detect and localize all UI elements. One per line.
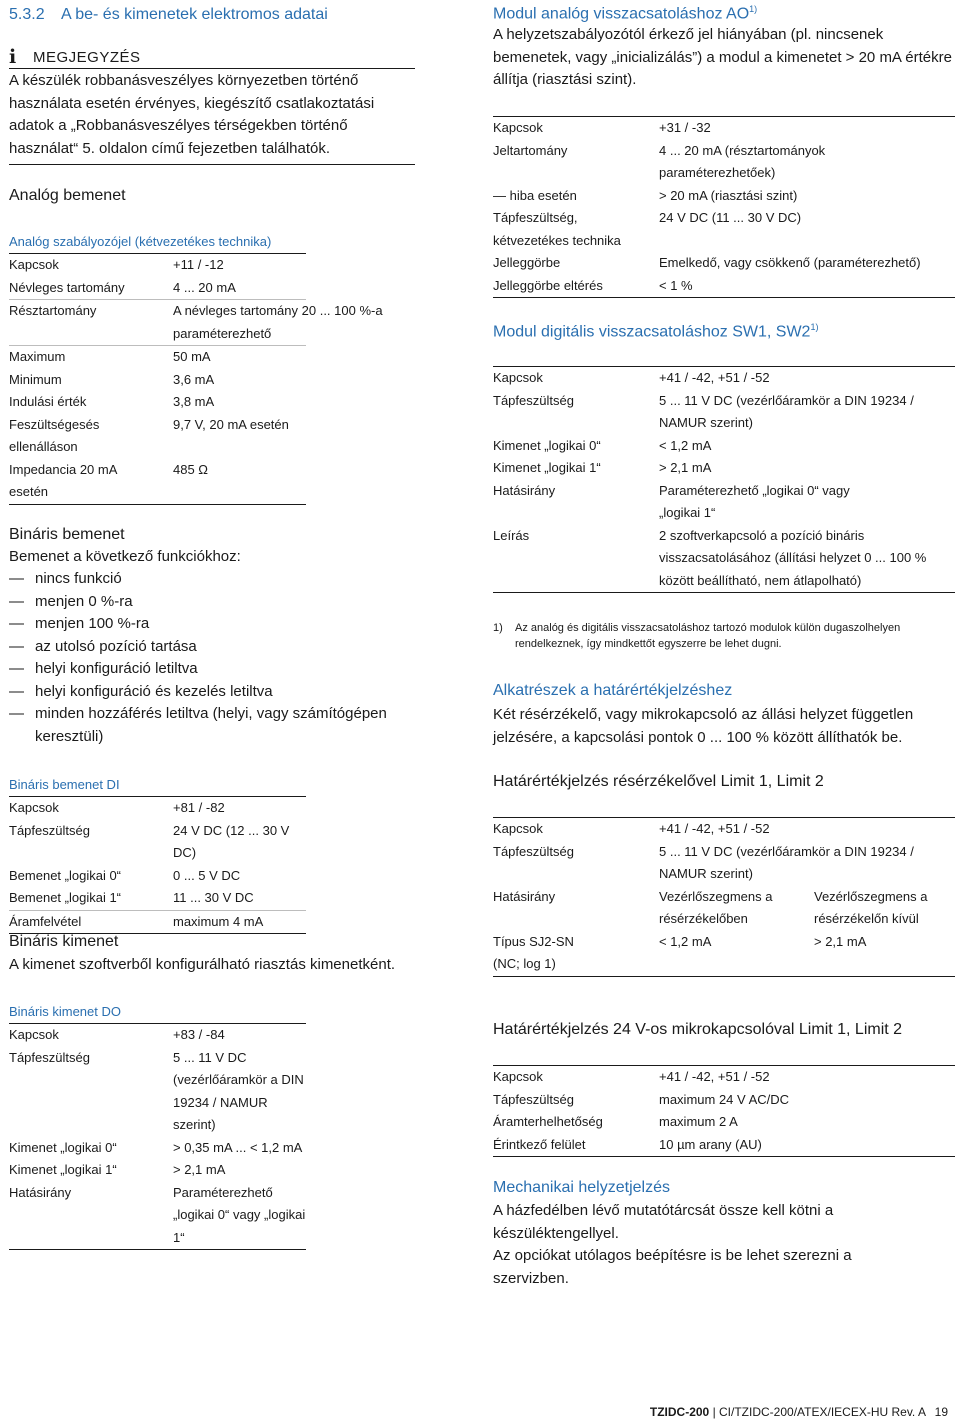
limit-parts-heading: Alkatrészek a határértékjelzéshez (493, 682, 733, 699)
analog-input-table (9, 231, 383, 505)
table-row: Jeltartomány 4 ... 20 mA (résztartományok paraméterezhetőek) (493, 142, 826, 180)
analog-input-heading: Analóg bemenet (9, 187, 126, 204)
table-row: Tápfeszültség maximum 24 V AC/DC (493, 1091, 790, 1107)
table-row: Érintkező felület 10 µm arany (AU) (493, 1136, 762, 1152)
table-row: Kapcsok +83 / -84 (9, 1027, 225, 1042)
mechanical-heading: Mechanikai helyzetjelzés (493, 1179, 670, 1196)
note-text: A készülék robbanásveszélyes környezetben történő használata esetén érvényes, kiegészítő csatlakoztatási adatok a „Robbanásveszélyes térségekben történő használat“ 5. oldalon című fejezetben találhatók. (9, 72, 375, 157)
binary-output-heading: Bináris kimenet (9, 933, 119, 950)
table-row: Kapcsok +41 / -42, +51 / -52 (493, 821, 770, 836)
binary-input-di-rows (9, 797, 306, 934)
table-row: Bemenet „logikai 0“ 0 ... 5 V DC (9, 867, 241, 883)
limit-switch-heading: Határértékjelzés 24 V-os mikrokapcsolóval Limit 1, Limit 2 (493, 1021, 903, 1038)
table-row: Hatásirány Paraméterezhető „logikai 0“ vagy „logikai 1“ (9, 1184, 306, 1245)
sw-module-table (493, 366, 955, 593)
table-row: Hatásirány Paraméterezhető „logikai 0“ vagy „logikai 1“ (493, 482, 850, 520)
mechanical-text-1: A házfedélben lévő mutatótárcsát össze kell kötni a készüléktengellyel. (493, 1202, 834, 1242)
binary-input-heading: Bináris bemenet (9, 526, 125, 543)
footer-ref: CI/TZIDC-200/ATEX/IECEX-HU Rev. A (719, 1405, 926, 1419)
table-row: Maximum 50 mA (9, 349, 211, 364)
list-item: — menjen 100 %-ra (9, 615, 150, 632)
footnote-text: Az analóg és digitális visszacsatoláshoz tartozó modulok külön dugaszolhelyen rendelkeznek, így mindkettőt egyszerre be lehet dugni. (515, 622, 901, 650)
limit-switch-table (493, 1065, 955, 1157)
sw-module-footnote-mark: 1) (810, 322, 819, 332)
sw-module-heading (493, 322, 818, 341)
table-row: Kapcsok +41 / -42, +51 / -52 (493, 1069, 770, 1084)
table-row: Kimenet „logikai 1“ > 2,1 mA (9, 1162, 226, 1177)
table-row: Kimenet „logikai 0“ > 0,35 mA ... < 1,2 mA (9, 1139, 303, 1155)
table-row: Impedancia 20 mA esetén 485 Ω (9, 461, 209, 499)
table-row: Tápfeszültség 5 ... 11 V DC (vezérlőáramkör a DIN 19234 / NAMUR szerint) (9, 1049, 304, 1132)
analog-input-rows (9, 254, 383, 505)
note-label: MEGJEGYZÉS (33, 48, 141, 66)
list-item: — helyi konfiguráció letiltva (9, 660, 198, 677)
table-row: Kapcsok +11 / -12 (9, 257, 224, 272)
page-footer (650, 1405, 948, 1419)
binary-output-do-rows (9, 1024, 306, 1250)
table-row: Áramterhelhetőség maximum 2 A (493, 1114, 738, 1129)
list-item: — minden hozzáférés letiltva (helyi, vagy számítógépen keresztüli) (9, 705, 387, 745)
binary-input-di-table (9, 774, 306, 934)
sw-module-rows (493, 367, 955, 593)
ao-module-footnote-mark: 1) (749, 4, 758, 14)
limit-parts-text: Két résérzékelő, vagy mikrokapcsoló az állási helyzet független jelzésére, a kapcsolási pontok 0 ... 100 % között állíthatók be. (493, 706, 914, 746)
table-row: Tápfeszültség 5 ... 11 V DC (vezérlőáramkör a DIN 19234 / NAMUR szerint) (493, 843, 914, 881)
ao-module-rows (493, 117, 955, 298)
binary-output-do-table (9, 1001, 306, 1250)
footnote (493, 620, 955, 652)
table-row: Áramfelvétel maximum 4 mA (9, 913, 264, 929)
table-row: Bemenet „logikai 1“ 11 ... 30 V DC (9, 887, 306, 911)
limit-sensor-table (493, 817, 955, 977)
mechanical-text-2: Az opciókat utólagos beépítésre is be lehet szerezni a szervizben. (493, 1247, 852, 1287)
binary-input-list (9, 568, 449, 748)
list-item: — az utolsó pozíció tartása (9, 637, 197, 655)
table-row: Névleges tartomány 4 ... 20 mA (9, 277, 306, 301)
footer-page: 19 (934, 1405, 948, 1419)
limit-sensor-rows (493, 818, 955, 977)
ao-module-heading-text: Modul analóg visszacsatoláshoz AO (493, 5, 750, 23)
section-title: A be- és kimenetek elektromos adatai (61, 6, 328, 23)
table-row: Jelleggörbe Emelkedő, vagy csökkenő (paraméterezhető) (493, 255, 921, 270)
table-row: Kimenet „logikai 1“ > 2,1 mA (493, 460, 712, 475)
footer-divider: | (712, 1405, 720, 1419)
table-row: Kapcsok +31 / -32 (493, 120, 711, 135)
section-number: 5.3.2 (9, 6, 45, 23)
sw-module-heading-text: Modul digitális visszacsatoláshoz SW1, SW2 (493, 323, 811, 341)
table-row: Kapcsok +81 / -82 (9, 800, 225, 815)
footnote-mark: 1) (493, 622, 503, 634)
table-row: Indulási érték 3,8 mA (9, 394, 215, 409)
ao-module-text: A helyzetszabályozótól érkező jel hiányában (pl. nincsenek bemenetek, vagy „inicializálás”) a modul a kimenetet > 20 mA értékre állítja (riasztási szint). (493, 26, 952, 88)
binary-output-do-title: Bináris kimenet DO (9, 1001, 306, 1024)
table-row: — hiba esetén > 20 mA (riasztási szint) (493, 187, 798, 203)
list-item: — nincs funkció (9, 570, 122, 587)
table-row: Jelleggörbe eltérés < 1 % (493, 277, 693, 293)
binary-output-text: A kimenet szoftverből konfigurálható riasztás kimenetként. (9, 956, 396, 973)
binary-input-di-title: Bináris bemenet DI (9, 774, 306, 797)
table-row: Résztartomány A névleges tartomány 20 ... 100 %-a paraméterezhető (9, 300, 306, 346)
table-row: Tápfeszültség 5 ... 11 V DC (vezérlőáramkör a DIN 19234 / NAMUR szerint) (493, 392, 914, 430)
list-item: — helyi konfiguráció és kezelés letiltva (9, 682, 273, 700)
limit-sensor-heading: Határértékjelzés résérzékelővel Limit 1, Limit 2 (493, 773, 824, 790)
table-row: Hatásirány Vezérlőszegmens a résérzékelőben Vezérlőszegmens a résérzékelőn kívül (493, 888, 928, 926)
table-row: Kapcsok +41 / -42, +51 / -52 (493, 370, 770, 385)
table-row: Típus SJ2-SN (NC; log 1) < 1,2 mA > 2,1 mA (493, 933, 867, 971)
footer-model: TZIDC-200 (649, 1405, 710, 1419)
ao-module-table (493, 116, 955, 298)
table-row: Tápfeszültség, kétvezetékes technika 24 V DC (11 ... 30 V DC) (493, 210, 802, 248)
table-row: Minimum 3,6 mA (9, 371, 215, 387)
info-icon: i (9, 46, 17, 68)
note-box (9, 46, 415, 165)
limit-switch-rows (493, 1066, 955, 1157)
table-row: Kimenet „logikai 0“ < 1,2 mA (493, 437, 712, 453)
analog-input-table-title: Analóg szabályozójel (kétvezetékes technika) (9, 231, 306, 254)
ao-module-heading (493, 4, 757, 23)
binary-input-intro: Bemenet a következő funkciókhoz: (9, 548, 241, 565)
note-header (9, 46, 415, 69)
table-row: Leírás 2 szoftverkapcsoló a pozíció bináris visszacsatolásához (állítási helyzet 0 ... 100 % között beállítható, nem átlapolható) (493, 527, 927, 588)
table-row: Feszültségesés ellenálláson 9,7 V, 20 mA esetén (9, 416, 289, 454)
table-row: Tápfeszültség 24 V DC (12 ... 30 V DC) (9, 822, 290, 860)
list-item: — menjen 0 %-ra (9, 592, 133, 610)
